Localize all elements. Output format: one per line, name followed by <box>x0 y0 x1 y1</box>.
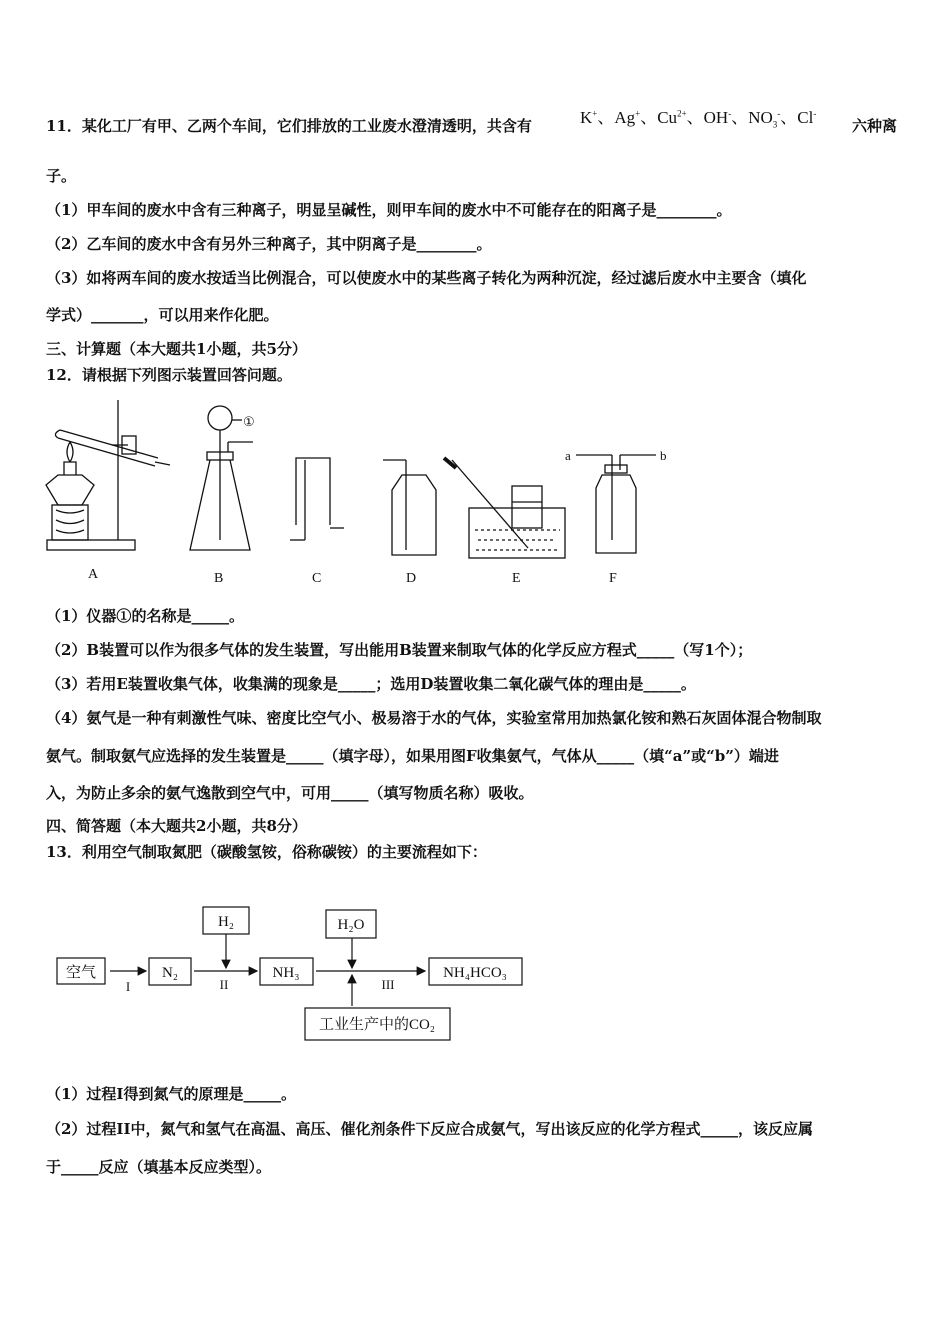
q13-part1: （1）过程I得到氮气的原理是_____。 <box>46 1085 296 1103</box>
q12-part2: （2）B装置可以作为很多气体的发生装置，写出能用B装置来制取气体的化学反应方程式_____（写1个）； <box>46 641 753 659</box>
ion-ag: Ag+ <box>614 108 641 127</box>
flow-h2: H₂ <box>217 914 235 930</box>
apparatus-figure <box>0 390 950 595</box>
apparatus-c <box>290 458 344 540</box>
q11-part1: （1）甲车间的废水中含有三种离子，明显呈碱性，则甲车间的废水中不可能存在的阳离子是________。 <box>46 201 732 219</box>
label-circle-1: ① <box>243 414 255 429</box>
label-c: C <box>312 571 322 586</box>
label-port-b: b <box>660 448 667 463</box>
q11-stem: 11．某化工厂有甲、乙两个车间，它们排放的工业废水澄清透明，共含有 <box>46 117 532 135</box>
flow-chart <box>0 890 950 1050</box>
flow-step3: III <box>381 977 395 992</box>
label-f: F <box>609 571 617 586</box>
q11-part2: （2）乙车间的废水中含有另外三种离子，其中阴离子是________。 <box>46 235 492 253</box>
label-e: E <box>512 571 521 586</box>
apparatus-a <box>46 400 170 550</box>
q11-part3a: （3）如将两车间的废水按适当比例混合，可以使废水中的某些离子转化为两种沉淀，经过滤后废水中主要含（填化 <box>46 269 807 287</box>
label-d: D <box>406 571 417 586</box>
apparatus-f <box>576 455 656 553</box>
ion-no3: $NO_3^-$ <box>748 108 781 130</box>
q11-part3b: 学式）_______，可以用来作化肥。 <box>46 306 279 324</box>
ion-oh: OH- <box>703 108 732 127</box>
flow-co2: 工业生产中的CO₂ <box>318 1017 436 1033</box>
ion-cl: Cl- <box>797 108 817 127</box>
flow-air: 空气 <box>65 965 97 981</box>
q12-stem: 12．请根据下列图示装置回答问题。 <box>46 366 292 384</box>
q13-stem: 13．利用空气制取氮肥（碳酸氢铵，俗称碳铵）的主要流程如下： <box>46 843 487 861</box>
q12-part4b: 氨气。制取氨气应选择的发生装置是_____（填字母），如果用图F收集氨气，气体从_____（填“a”或“b”）端进 <box>46 747 779 765</box>
q11-stem-cont: 子。 <box>46 167 77 185</box>
ion-k: K+ <box>580 108 598 127</box>
section-3-heading: 三、计算题（本大题共1小题，共5分） <box>46 340 307 358</box>
q12-part4c: 入，为防止多余的氨气逸散到空气中，可用_____（填写物质名称）吸收。 <box>46 784 534 802</box>
flow-step2: II <box>219 977 229 992</box>
flow-n2: N₂ <box>161 965 179 981</box>
flow-nh3: NH₃ <box>272 965 300 981</box>
q13-part2a: （2）过程II中，氮气和氢气在高温、高压、催化剂条件下反应合成氨气，写出该反应的化学方程式_____，该反应属 <box>46 1120 813 1138</box>
apparatus-d <box>383 460 436 555</box>
ion-cu: $Cu^{2+}$ <box>657 108 687 127</box>
q12-part4a: （4）氨气是一种有刺激性气味、密度比空气小、极易溶于水的气体，实验室常用加热氯化铵和熟石灰固体混合物制取 <box>46 709 822 727</box>
label-b: B <box>214 571 224 586</box>
flow-h2o: H₂O <box>337 917 365 933</box>
q12-part3: （3）若用E装置收集气体，收集满的现象是_____；选用D装置收集二氧化碳气体的理由是_____。 <box>46 675 696 693</box>
label-a: A <box>88 567 99 582</box>
apparatus-e <box>444 458 565 558</box>
flow-product: NH₄HCO₃ <box>443 965 507 981</box>
q13-part2b: 于_____反应（填基本反应类型）。 <box>46 1158 272 1176</box>
q11-stem-end: 六种离 <box>852 117 898 135</box>
section-4-heading: 四、简答题（本大题共2小题，共8分） <box>46 817 307 835</box>
q11-ion-list: K+、Ag+、$Cu^{2+}$、OH-、$NO_3^-$、Cl- <box>580 108 817 130</box>
label-port-a: a <box>565 448 571 463</box>
q12-part1: （1）仪器①的名称是_____。 <box>46 607 244 625</box>
flow-step1: I <box>125 979 131 994</box>
